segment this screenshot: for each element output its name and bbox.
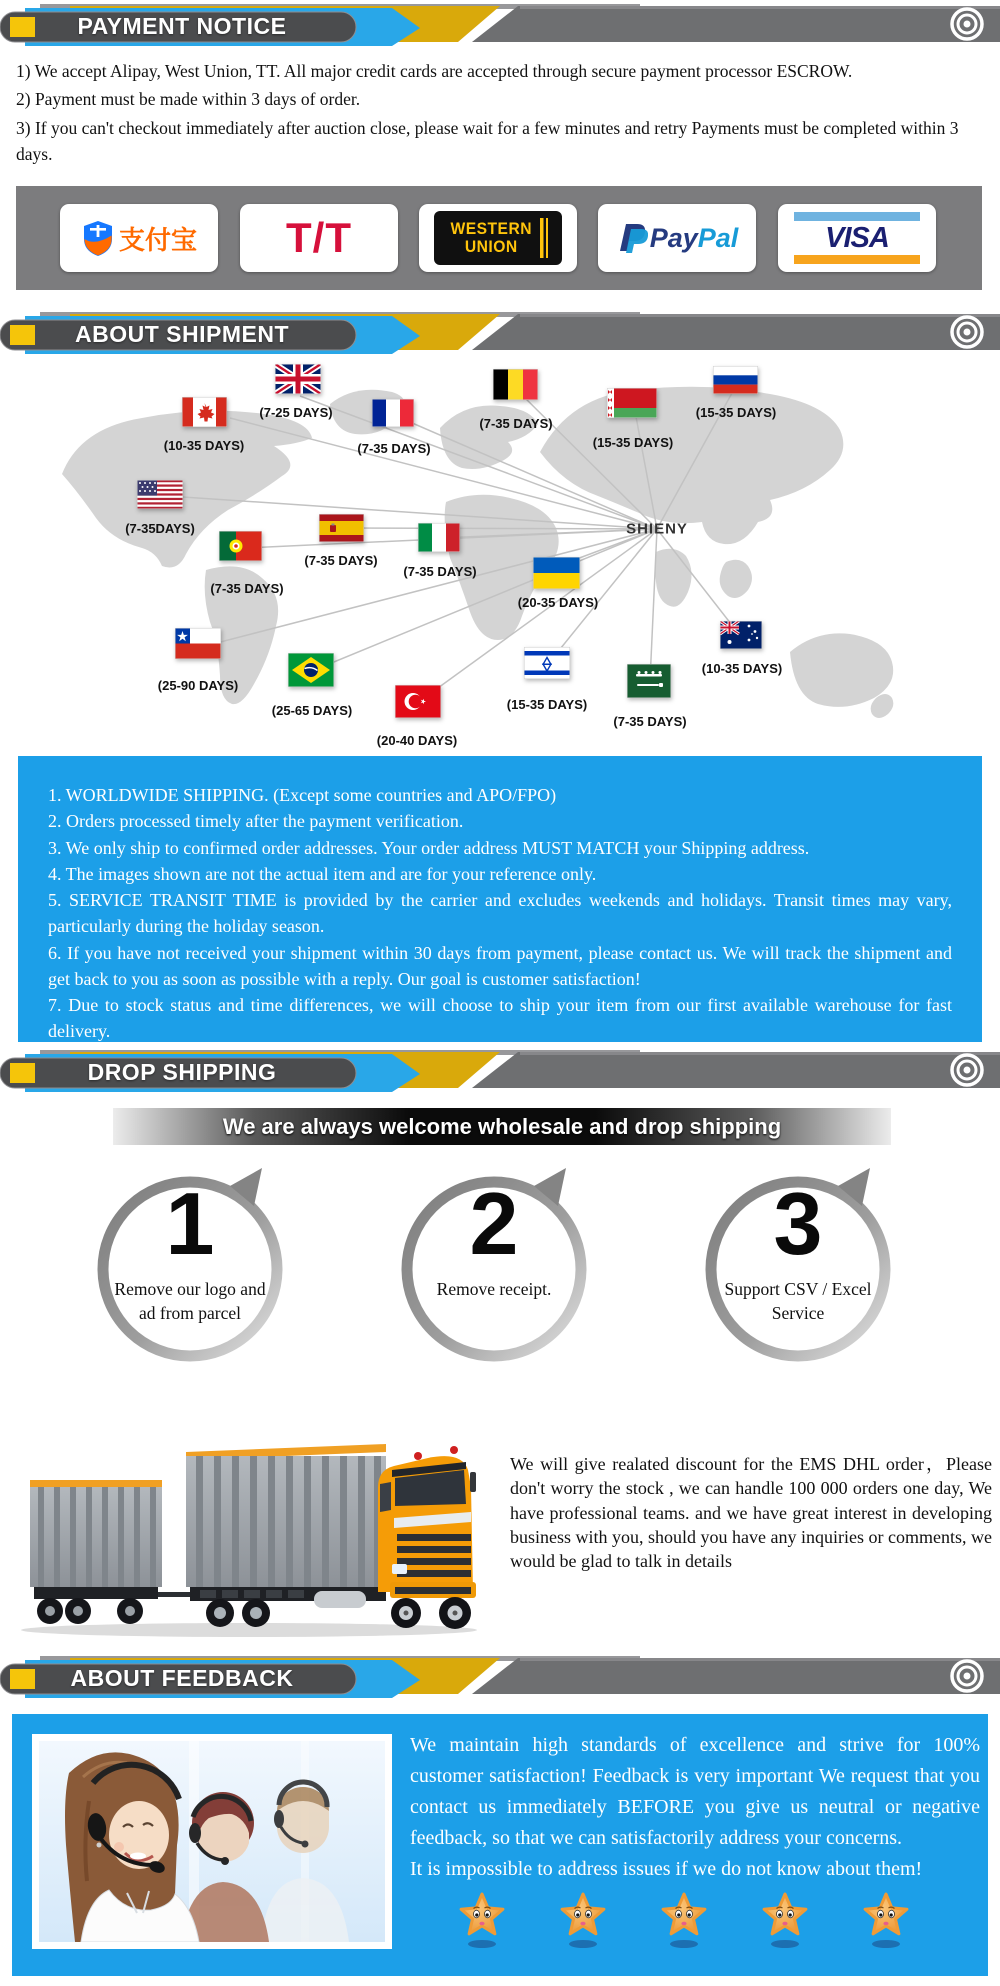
drop-shipping-step-1: [90, 1164, 290, 1374]
shipping-note: 1. WORLDWIDE SHIPPING. (Except some countries and APO/FPO): [48, 785, 557, 805]
shipping-days-label: (20-35 DAYS): [517, 595, 599, 610]
payment-methods-strip: [16, 186, 982, 290]
flag-belarus: [607, 388, 657, 418]
feedback-panel: [12, 1714, 988, 1976]
alipay-card: [60, 204, 218, 272]
flag-australia: [720, 621, 762, 649]
shipping-days-label: (10-35 DAYS): [701, 661, 783, 676]
shipping-note: 2. Orders processed timely after the payment verification.: [48, 811, 464, 832]
shipping-note: 4. The images shown are not the actual item and are for your reference only.: [48, 863, 597, 884]
flag-italy: [418, 523, 460, 552]
hub-label: SHIENY: [626, 520, 688, 538]
wholesale-banner-text: We are always welcome wholesale and drop shipping: [222, 1113, 782, 1139]
paypal-label-pay: Pay: [649, 222, 698, 253]
star-icon: [458, 1890, 506, 1950]
about-feedback-header: [0, 1656, 1000, 1700]
drop-shipping-step-2: [394, 1164, 594, 1374]
shipping-notes-panel: [18, 756, 982, 1042]
section-title: ABOUT SHIPMENT: [75, 321, 289, 347]
alipay-shield-icon: [81, 219, 115, 257]
wholesale-note: We will give realated discount for the EMS DHL order，Please don't worry the stock , we can handle 100 000 orders one day, We have professional teams. and we have great interest in developing business with you, should you have any inquiries or comments, we would be glad to talk in details: [510, 1454, 992, 1572]
shipping-days-label: (20-40 DAYS): [376, 733, 458, 748]
shipping-days-label: (7-35 DAYS): [304, 553, 378, 568]
shipping-days-label: (15-35 DAYS): [506, 697, 588, 712]
shipping-days-label: (15-35 DAYS): [592, 435, 674, 450]
star-icon: [862, 1890, 910, 1950]
rating-stars: [458, 1890, 910, 1950]
payment-line: 3) If you can't checkout immediately after auction close, please wait for a few minutes and retry Payments must be completed within 3 days.: [16, 117, 959, 164]
flag-chile: [175, 628, 221, 659]
feedback-text: [410, 1730, 980, 1885]
payment-notice-header: [0, 4, 1000, 48]
flag-israel: [524, 647, 570, 679]
shipping-days-label: (7-35 DAYS): [479, 416, 553, 431]
visa-top-band: [794, 212, 920, 221]
shipping-days-label: (7-35 DAYS): [357, 441, 431, 456]
wu-bars-icon: [540, 218, 549, 258]
flag-france: [372, 399, 414, 427]
shipping-days-label: (15-35 DAYS): [695, 405, 777, 420]
shipping-note: 3. We only ship to confirmed order addresses. Your order address MUST MATCH your Shipping address.: [48, 837, 810, 858]
flag-usa: [137, 480, 183, 509]
visa-label: VISA: [825, 222, 889, 254]
flag-ukraine: [533, 557, 580, 589]
target-icon: [948, 1051, 986, 1089]
flag-canada: [182, 397, 227, 427]
drop-shipping-header: [0, 1050, 1000, 1094]
paypal-card: [598, 204, 756, 272]
flag-russia: [713, 366, 758, 394]
target-icon: [948, 1657, 986, 1695]
paypal-pp-icon: [616, 219, 648, 257]
alipay-label: 支付宝: [118, 224, 197, 255]
shipping-days-label: (7-35 DAYS): [403, 564, 477, 579]
target-icon: [948, 313, 986, 351]
star-icon: [761, 1890, 809, 1950]
shipping-days-label: (7-35 DAYS): [210, 581, 284, 596]
step-number: 2: [469, 1174, 519, 1273]
shipping-days-label: (10-35 DAYS): [163, 438, 245, 453]
flag-turkey: [395, 685, 441, 718]
tt-label: T/T: [286, 214, 352, 261]
section-title: PAYMENT NOTICE: [77, 13, 287, 39]
shipping-note: 5. SERVICE TRANSIT TIME is provided by the carrier and excludes weekends and holidays. Transit times may vary, particularly during the holiday season.: [48, 890, 952, 937]
flag-belgium: [493, 369, 538, 400]
feedback-message-secondary: It is impossible to address issues if we do not know about them!: [410, 1858, 923, 1880]
flag-portugal: [219, 531, 262, 561]
shipping-days-label: (7-25 DAYS): [259, 405, 333, 420]
step-number: 1: [165, 1174, 215, 1273]
section-title: ABOUT FEEDBACK: [70, 1665, 294, 1691]
tt-card: [240, 204, 398, 272]
step-label: Remove receipt.: [436, 1279, 552, 1299]
step-label: Remove our logo and ad from parcel: [114, 1279, 266, 1323]
shipping-days-label: (7-35DAYS): [125, 521, 195, 536]
payment-notice-text: [16, 58, 986, 169]
target-icon: [948, 5, 986, 43]
shipping-map: [0, 356, 1000, 758]
flag-brazil: [288, 653, 334, 687]
shipping-days-label: (25-65 DAYS): [271, 703, 353, 718]
wu-line2: UNION: [465, 237, 518, 256]
step-label: Support CSV / Excel Service: [724, 1279, 872, 1323]
wu-line1: WESTERN: [450, 219, 533, 239]
paypal-label-pal: Pal: [697, 222, 739, 253]
shipping-days-label: (7-35 DAYS): [613, 714, 687, 729]
step-number: 3: [773, 1174, 823, 1273]
feedback-message-main: We maintain high standards of excellence and strive for 100% customer satisfaction! Feedback is very important We request that you contact us immediately BEFORE you give us neutral or negative feedback, so that we can satisfactorily address your concerns.: [410, 1734, 980, 1849]
flag-uk: [275, 364, 321, 394]
star-icon: [559, 1890, 607, 1950]
flag-saudi-arabia: [627, 664, 671, 698]
customer-service-photo: [32, 1734, 392, 1949]
shipping-note: 7. Due to stock status and time differences, we will choose to ship your item from our first available warehouse for fast delivery.: [48, 995, 952, 1042]
visa-bottom-band: [794, 255, 920, 264]
star-icon: [660, 1890, 708, 1950]
about-shipment-header: [0, 312, 1000, 356]
shipping-note: 6. If you have not received your shipment within 30 days from payment, please contact us. We will track the shipment and get back to you as soon as possible with a reply. Our goal is customer satisfaction!: [48, 942, 952, 989]
visa-card: [778, 204, 936, 272]
western-union-card: [419, 204, 577, 272]
truck-illustration: [14, 1392, 484, 1642]
wholesale-banner: [113, 1108, 891, 1145]
flag-spain: [319, 514, 364, 542]
section-title: DROP SHIPPING: [87, 1059, 277, 1085]
western-union-logo: [434, 211, 562, 265]
shipping-days-label: (25-90 DAYS): [157, 678, 239, 693]
payment-line: 1) We accept Alipay, West Union, TT. All major credit cards are accepted through secure payment processor ESCROW.: [16, 61, 853, 81]
drop-shipping-step-3: [698, 1164, 898, 1374]
payment-line: 2) Payment must be made within 3 days of order.: [16, 89, 361, 110]
